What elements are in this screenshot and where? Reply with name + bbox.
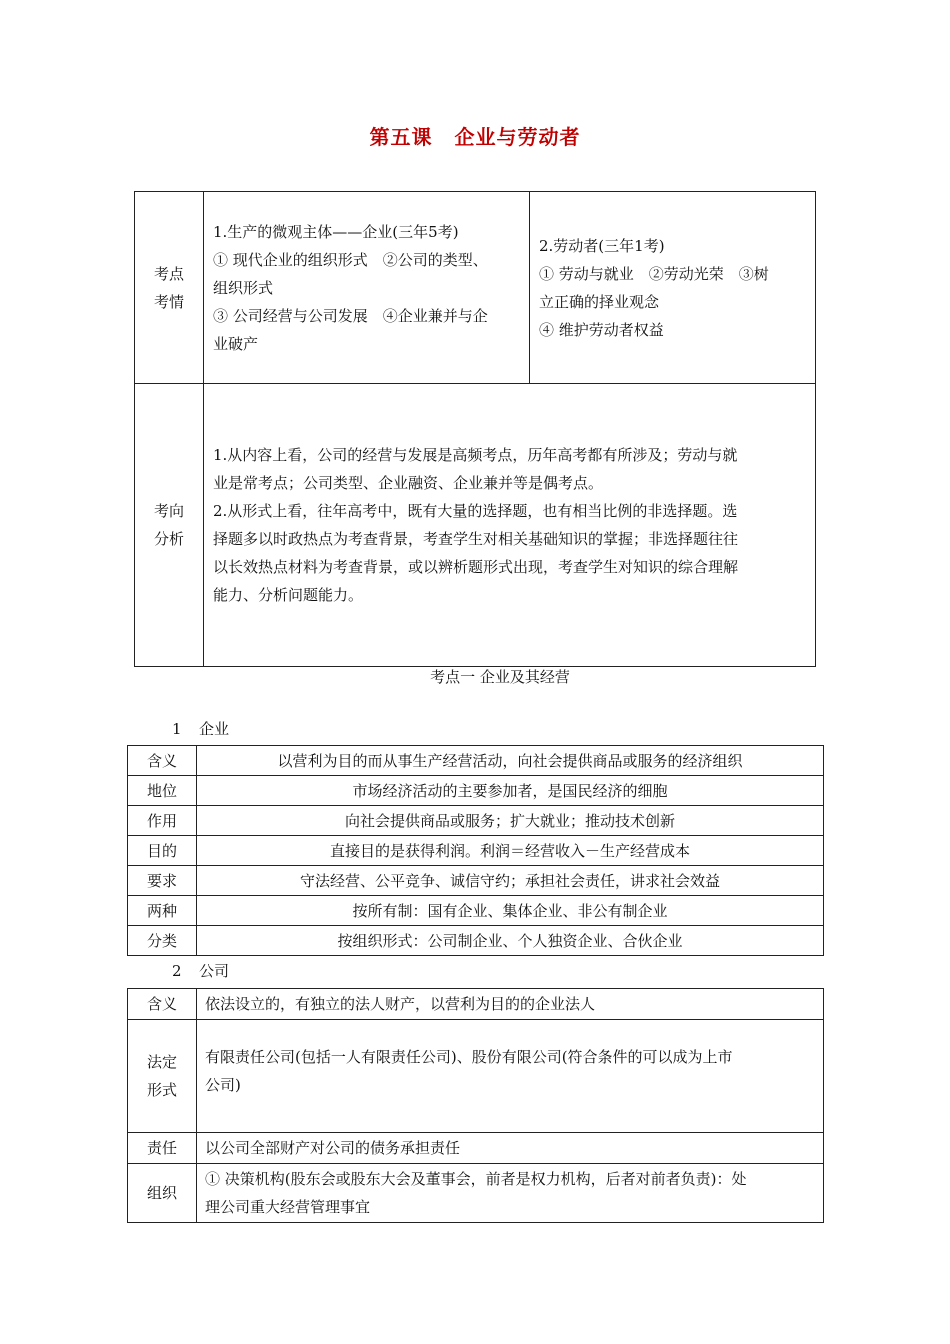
table-row: 目的 直接目的是获得利润。利润＝经营收入－生产经营成本 [128,836,824,866]
table-row: 两种 按所有制：国有企业、集体企业、非公有制企业 [128,896,824,926]
subsection-enterprise-title: 1 企业 [172,720,230,738]
table-row: 要求 守法经营、公平竞争、诚信守约；承担社会责任，讲求社会效益 [128,866,824,896]
exam-situation-row [135,192,816,384]
lesson-number: 第五课 [369,125,433,149]
subsection-company-title: 2 公司 [172,962,230,980]
section-title: 考点一 企业及其经营 [430,668,570,686]
exam-points-laborer: 2.劳动者(三年1考) ① 劳动与就业 ②劳动光荣 ③树 立正确的择业观念 ④ 维护劳动者权益 [530,192,816,384]
table-row: 作用 向社会提供商品或服务；扩大就业；推动技术创新 [128,806,824,836]
exam-points-enterprise: 1.生产的微观主体——企业(三年5考) ① 现代企业的组织形式 ②公司的类型、 组织形式 ③ 公司经营与公司发展 ④企业兼并与企 业破产 [204,192,530,384]
overview-table [134,191,816,667]
table-row: 地位 市场经济活动的主要参加者，是国民经济的细胞 [128,776,824,806]
table-row: 组织 ① 决策机构(股东会或股东大会及董事会，前者是权力机构，后者对前者负责)：处 理公司重大经营管理事宜 [128,1164,824,1223]
table-row: 责任 以公司全部财产对公司的债务承担责任 [128,1133,824,1164]
page-title [0,121,950,150]
row-header-exam-analysis: 考向 分析 [135,384,204,667]
table-row: 含义 以营利为目的而从事生产经营活动，向社会提供商品或服务的经济组织 [128,746,824,776]
table-row: 法定 形式 有限责任公司(包括一人有限责任公司)、股份有限公司(符合条件的可以成为上市 公司) [128,1020,824,1133]
company-table [127,988,824,1223]
table-row: 含义 依法设立的，有独立的法人财产，以营利为目的的企业法人 [128,989,824,1020]
exam-analysis-row [135,384,816,667]
row-header-exam-situation: 考点 考情 [135,192,204,384]
table-row: 分类 按组织形式：公司制企业、个人独资企业、合伙企业 [128,926,824,956]
exam-analysis-text: 1.从内容上看，公司的经营与发展是高频考点，历年高考都有所涉及；劳动与就 业是常考点；公司类型、企业融资、企业兼并等是偶考点。 2.从形式上看，往年高考中，既有大量的选择题，也有相当比例的非选择题。选 择题多以时政热点为考查背景，考查学生对相关基础知识的掌握；非选择题往往 以长效热点材料为考查背景，或以辨析题形式出现，考查学生对知识的综合理解 能力、分析问题能力。 [204,384,816,667]
lesson-topic: 企业与劳动者 [454,125,581,149]
enterprise-table [127,745,824,956]
